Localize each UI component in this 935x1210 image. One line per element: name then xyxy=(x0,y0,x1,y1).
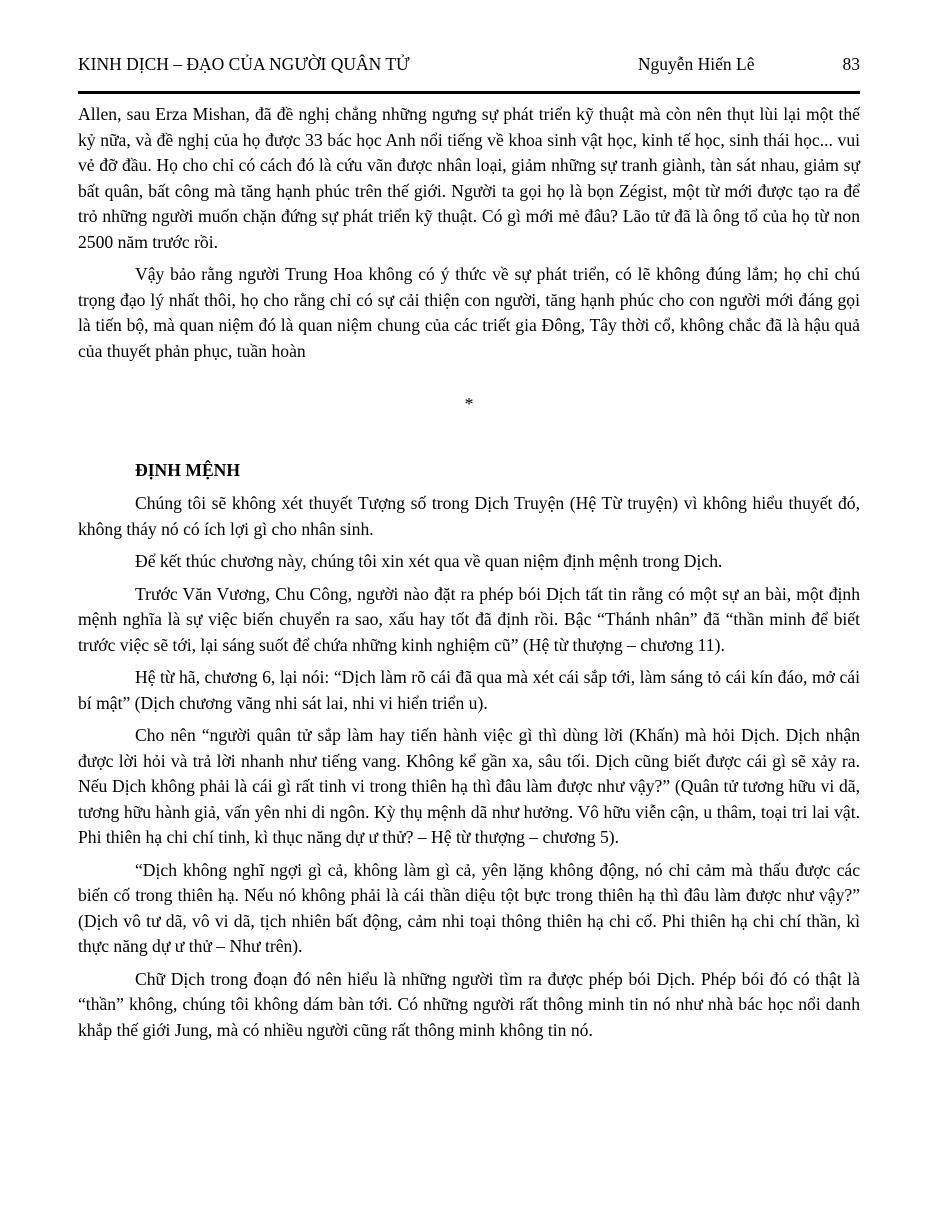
paragraph-3: Trước Văn Vương, Chu Công, người nào đặt ra phép bói Dịch tất tin rằng có một sự an bài, một định mệnh nghĩa là sự việc biến chuyển ra sao, xấu hay tốt đã định rồi. Bậc “Thánh nhân” đã “thần minh để biết trước việc sẽ tới, lại sáng suốt để chứa những kinh nghiệm cũ” (Hệ từ thượng – chương 11). xyxy=(78,583,860,655)
paragraph-5: Cho nên “người quân tử sắp làm hay tiến hành việc gì thì dùng lời (Khấn) mà hỏi Dịch. Dịch nhận được lời hỏi và trả lời nhanh như tiếng vang. Không kể gần xa, sâu tối. Dịch cũng biết được cái gì sẽ xảy ra. Nếu Dịch không phải là cái gì rất tinh vi trong thiên hạ thì đâu làm được như vậy?” (Quân tử tương hữu vi dã, tương hữu hành giả, vấn yên nhi di ngôn. Kỳ thụ mệnh dã như hưởng. Vô hữu viễn cận, u thâm, toại tri lai vật. Phi thiên hạ chi chí tinh, kì thục năng dự ư thử? – Hệ từ thượng – chương 5). xyxy=(78,725,860,847)
author-name: Nguyễn Hiến Lê xyxy=(637,54,755,74)
paragraph-intro-1: Allen, sau Erza Mishan, đã đề nghị chẳng những ngưng sự phát triển kỹ thuật mà còn nên thụt lùi lại một thế kỷ nữa, và đề nghị của họ được 33 bác học Anh nổi tiếng về khoa sinh vật học, kinh tế học, sinh thái học... vui vẻ đỡ đầu. Họ cho chỉ có cách đó là cứu vãn được nhân loại, giảm những sự tranh giành, tàn sát nhau, giảm sự bất quân, bất công mà tăng hạnh phúc trên thế giới. Người ta gọi họ là bọn Zégist, một từ mới được tạo ra để trỏ những người muốn chặn đứng sự phát triển kỹ thuật. Có gì mới mẻ đâu? Lão tử đã là ông tổ của họ từ non 2500 năm trước rồi. xyxy=(78,104,860,252)
header-rule xyxy=(78,91,860,94)
book-title: KINH DỊCH – ĐẠO CỦA NGƯỜI QUÂN TỬ xyxy=(78,54,410,74)
paragraph-7: Chữ Dịch trong đoạn đó nên hiểu là những người tìm ra được phép bói Dịch. Phép bói đó có thật là “thần” không, chúng tôi không dám bàn tới. Có những người rất thông minh tin nó như nhà bác học nổi danh khắp thế giới Jung, mà có nhiều người cũng rất thông minh không tin nó. xyxy=(78,968,860,1040)
section-separator: * xyxy=(464,394,474,414)
section-heading: ĐỊNH MỆNH xyxy=(135,459,241,480)
page-header xyxy=(78,52,860,77)
paragraph-1: Chúng tôi sẽ không xét thuyết Tượng số trong Dịch Truyện (Hệ Từ truyện) vì không hiểu thuyết đó, không tháy nó có ích lợi gì cho nhân sinh. xyxy=(78,493,860,539)
paragraph-4: Hệ từ hã, chương 6, lại nói: “Dịch làm rõ cái đã qua mà xét cái sắp tới, làm sáng tỏ cái kín đáo, mở cái bí mật” (Dịch chương vãng nhi sát lai, nhi vi hiển triển u). xyxy=(78,667,860,713)
paragraph-6: “Dịch không nghĩ ngợi gì cả, không làm gì cả, yên lặng không động, nó chỉ cảm mà thấu được các biến cố trong thiên hạ. Nếu nó không phải là cái thần diệu tột bực trong thiên hạ thì đâu làm được như vậy?” (Dịch vô tư dã, vô vi dã, tịch nhiên bất động, cảm nhi toại thông thiên hạ chi cố. Phi thiên hạ chi chí thần, kì thực năng dự ư thử – Như trên). xyxy=(78,859,860,956)
page-content xyxy=(78,52,860,1050)
paragraph-2: Để kết thúc chương này, chúng tôi xin xét qua về quan niệm định mệnh trong Dịch. xyxy=(135,551,723,571)
paragraph-intro-2: Vậy bảo rằng người Trung Hoa không có ý thức về sự phát triển, có lẽ không đúng lắm; họ chỉ chú trọng đạo lý nhất thôi, họ cho rằng chỉ có sự cải thiện con người, tăng hạnh phúc cho con người mới đáng gọi là tiến bộ, mà quan niệm đó là quan niệm chung của các triết gia Đông, Tây thời cổ, không chắc đã là hậu quả của thuyết phản phục, tuần hoàn xyxy=(78,264,860,361)
page-number: 83 xyxy=(842,54,860,74)
